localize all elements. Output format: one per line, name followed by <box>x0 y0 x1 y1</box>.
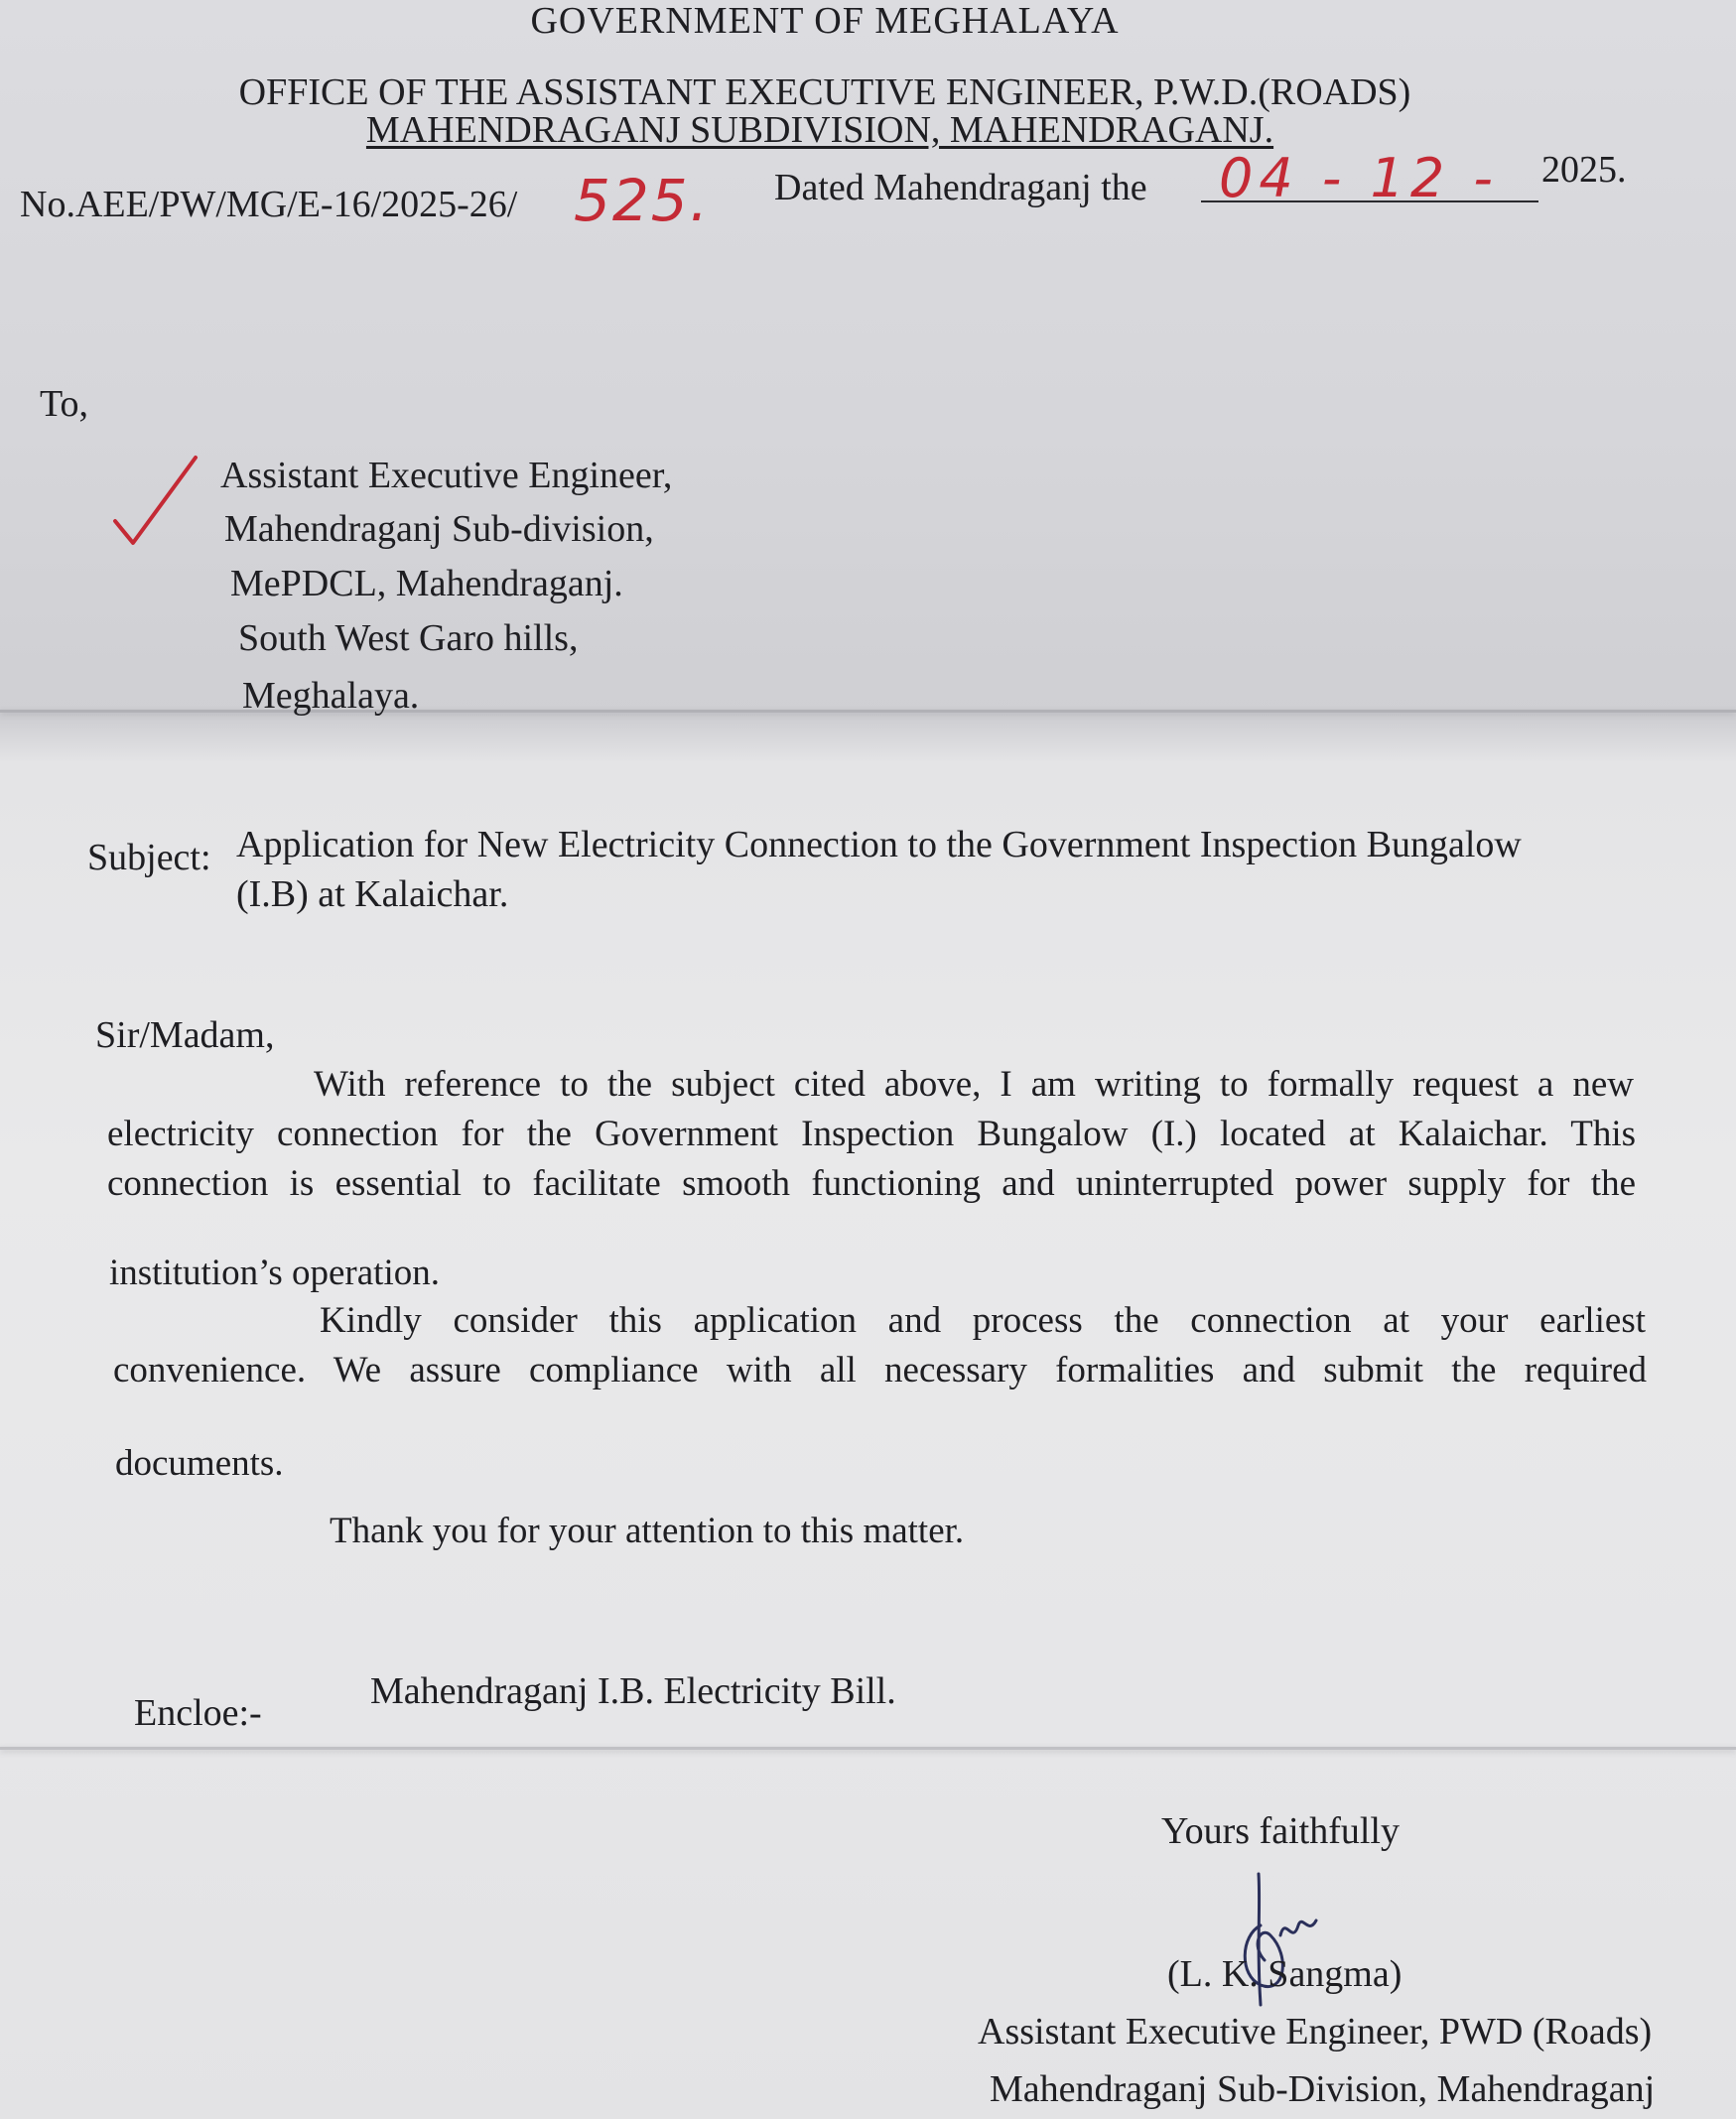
signatory-name: (L. K. Sangma) <box>1167 1953 1402 1995</box>
reference-number: No.AEE/PW/MG/E-16/2025-26/ <box>20 184 518 225</box>
paragraph-line: Kindly consider this application and process the connection at your earliest <box>320 1300 1646 1341</box>
thank-you-line: Thank you for your attention to this matter. <box>330 1511 965 1551</box>
salutation: Sir/Madam, <box>95 1014 275 1056</box>
recipient-line: MePDCL, Mahendraganj. <box>230 563 623 604</box>
enclosure-label: Encloe:- <box>134 1692 262 1734</box>
paragraph-line: electricity connection for the Government Inspection Bungalow (I.) located at Kalaichar. This <box>107 1114 1636 1154</box>
header-office: OFFICE OF THE ASSISTANT EXECUTIVE ENGINEER, P.W.D.(ROADS) <box>238 71 1411 113</box>
enclosure-text: Mahendraganj I.B. Electricity Bill. <box>370 1670 896 1712</box>
recipient-line: South West Garo hills, <box>238 617 579 659</box>
reference-number-handwritten: 525. <box>574 167 711 234</box>
recipient-line: Meghalaya. <box>242 675 420 717</box>
recipient-line: Assistant Executive Engineer, <box>220 455 673 496</box>
designation-line: Mahendraganj Sub-Division, Mahendraganj <box>990 2068 1656 2110</box>
paragraph-line: documents. <box>115 1443 284 1484</box>
red-tick-mark <box>111 452 200 551</box>
header-subdivision: MAHENDRAGANJ SUBDIVISION, MAHENDRAGANJ. <box>365 109 1274 151</box>
paragraph-line: convenience. We assure compliance with all necessary formalities and submit the required <box>113 1350 1647 1391</box>
paper-fold <box>0 1747 1736 1750</box>
dated-label: Dated Mahendraganj the <box>774 167 1147 208</box>
header-government: GOVERNMENT OF MEGHALAYA <box>530 0 1120 42</box>
paragraph-line: institution’s operation. <box>109 1253 440 1293</box>
subject-line: Application for New Electricity Connection to the Government Inspection Bungalow <box>236 824 1522 865</box>
paragraph-line: With reference to the subject cited above, I am writing to formally request a new <box>314 1064 1634 1105</box>
recipient-line: Mahendraganj Sub-division, <box>224 508 654 550</box>
subject-label: Subject: <box>87 837 211 878</box>
date-handwritten: 04 - 12 - <box>1219 147 1499 209</box>
designation-line: Assistant Executive Engineer, PWD (Roads) <box>978 2011 1653 2053</box>
paragraph-line: connection is essential to facilitate smooth functioning and uninterrupted power supply for the <box>107 1163 1636 1204</box>
date-year: 2025. <box>1541 149 1627 191</box>
subject-line: (I.B) at Kalaichar. <box>236 873 509 915</box>
closing: Yours faithfully <box>1161 1810 1400 1852</box>
to-label: To, <box>40 383 89 425</box>
